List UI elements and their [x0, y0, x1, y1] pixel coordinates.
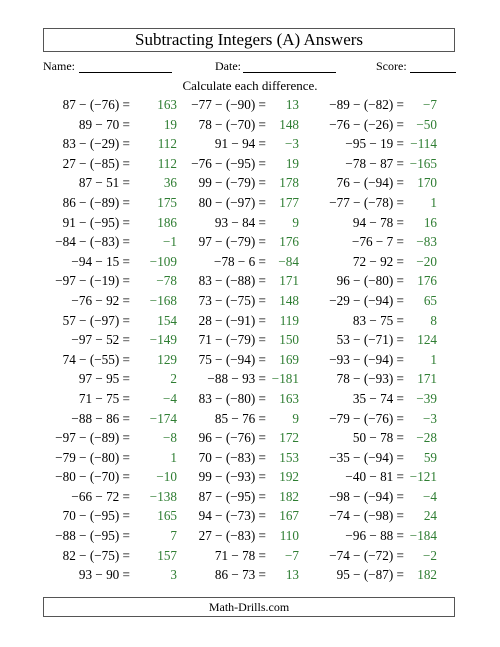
problem-row	[0, 565, 500, 585]
answer-value: −50	[416, 116, 437, 132]
problem-expression: 91 − (−95) =	[62, 214, 130, 230]
answer-value: 176	[417, 273, 437, 289]
problem-expression: −97 − (−19) =	[55, 273, 130, 289]
answer-value: 150	[279, 332, 299, 348]
answer-value: 110	[279, 528, 299, 544]
answer-value: 165	[157, 508, 177, 524]
problem-row	[0, 154, 500, 174]
problem-expression: −97 − (−89) =	[55, 430, 130, 446]
problem-row	[0, 350, 500, 370]
problem-expression: −76 − 7 =	[352, 234, 404, 250]
problem-expression: 87 − 51 =	[78, 175, 130, 191]
problem-row	[0, 213, 500, 233]
problem-row	[0, 115, 500, 135]
answer-value: −7	[422, 97, 437, 112]
problem-expression: 94 − (−73) =	[198, 508, 266, 524]
problem-row	[0, 271, 500, 291]
problem-expression: 27 − (−83) =	[198, 528, 266, 544]
problem-expression: −97 − 52 =	[71, 332, 130, 348]
problem-expression: 86 − 73 =	[214, 567, 266, 583]
name-label: Name:	[43, 59, 75, 73]
problem-expression: −88 − 93 =	[207, 371, 266, 387]
answer-value: 3	[170, 567, 177, 583]
problem-expression: 99 − (−79) =	[198, 175, 266, 191]
answer-value: 169	[279, 351, 299, 367]
problem-expression: 86 − (−89) =	[62, 194, 130, 210]
problem-expression: 75 − (−94) =	[198, 351, 266, 367]
problem-expression: −89 − (−82) =	[329, 97, 404, 112]
problem-expression: −74 − (−72) =	[329, 547, 404, 563]
date-line	[243, 72, 336, 73]
answer-value: 1	[430, 194, 437, 210]
problem-expression: −94 − 15 =	[71, 253, 130, 269]
problem-expression: 73 − (−75) =	[198, 292, 266, 308]
problem-expression: −77 − (−78) =	[329, 194, 404, 210]
header-fields	[0, 59, 500, 79]
problem-row	[0, 95, 500, 115]
problem-expression: −74 − (−98) =	[329, 508, 404, 524]
problem-expression: 76 − (−94) =	[336, 175, 404, 191]
problem-expression: 83 − (−80) =	[198, 390, 266, 406]
answer-value: −121	[409, 469, 437, 485]
answer-value: 171	[417, 371, 437, 387]
instruction: Calculate each difference.	[182, 78, 318, 93]
answer-value: −84	[278, 253, 299, 269]
problem-expression: −76 − 92 =	[71, 292, 130, 308]
answer-value: −10	[156, 469, 177, 485]
score-line	[410, 72, 456, 73]
problem-expression: −88 − (−95) =	[55, 528, 130, 544]
problem-row	[0, 428, 500, 448]
problem-row	[0, 389, 500, 409]
answer-value: 178	[279, 175, 299, 191]
answer-value: 7	[170, 528, 177, 544]
answer-value: 148	[279, 116, 299, 132]
answer-value: 129	[157, 351, 177, 367]
answer-value: 171	[279, 273, 299, 289]
answer-value: 157	[157, 547, 177, 563]
problem-expression: 71 − (−79) =	[198, 332, 266, 348]
problem-expression: −78 − 87 =	[345, 155, 404, 171]
problem-row	[0, 369, 500, 389]
answer-value: −3	[284, 136, 299, 152]
problem-expression: 80 − (−97) =	[198, 194, 266, 210]
answer-value: −109	[149, 253, 177, 269]
problem-expression: 96 − (−76) =	[198, 430, 266, 446]
answer-value: 172	[279, 430, 299, 446]
problem-row	[0, 193, 500, 213]
problem-row	[0, 232, 500, 252]
problem-expression: 72 − 92 =	[352, 253, 404, 269]
answer-value: 170	[417, 175, 437, 191]
answer-value: 2	[170, 371, 177, 387]
problem-expression: 89 − 70 =	[78, 116, 130, 132]
problem-row	[0, 487, 500, 507]
problem-row	[0, 173, 500, 193]
answer-value: −165	[409, 155, 437, 171]
answer-value: −1	[162, 234, 177, 250]
answer-value: 8	[430, 312, 437, 328]
problem-expression: −40 − 81 =	[345, 469, 404, 485]
problem-expression: 99 − (−93) =	[198, 469, 266, 485]
problem-expression: 93 − 90 =	[78, 567, 130, 583]
problem-expression: 83 − 75 =	[352, 312, 404, 328]
answer-value: 182	[417, 567, 437, 583]
problem-expression: 96 − (−80) =	[336, 273, 404, 289]
answer-value: 19	[163, 116, 177, 132]
answer-value: 154	[157, 312, 177, 328]
problem-expression: −66 − 72 =	[71, 488, 130, 504]
problem-expression: 95 − (−87) =	[336, 567, 404, 583]
problem-expression: −88 − 86 =	[71, 410, 130, 426]
problem-row	[0, 526, 500, 546]
answer-value: 176	[279, 234, 299, 250]
answer-value: 13	[285, 97, 299, 112]
problem-row	[0, 252, 500, 272]
problem-expression: −79 − (−76) =	[329, 410, 404, 426]
problem-expression: 97 − 95 =	[78, 371, 130, 387]
problem-expression: −95 − 19 =	[345, 136, 404, 152]
problem-expression: 93 − 84 =	[214, 214, 266, 230]
answer-value: 36	[163, 175, 177, 191]
answer-value: 19	[285, 155, 299, 171]
answer-value: −2	[422, 547, 437, 563]
problem-row	[0, 409, 500, 429]
problem-expression: −77 − (−90) =	[191, 97, 266, 112]
problem-expression: 85 − 76 =	[214, 410, 266, 426]
answer-value: −181	[271, 371, 299, 387]
answer-value: −149	[149, 332, 177, 348]
problem-row	[0, 134, 500, 154]
problem-expression: 74 − (−55) =	[62, 351, 130, 367]
problem-expression: −78 − 6 =	[214, 253, 266, 269]
problem-expression: −79 − (−80) =	[55, 449, 130, 465]
answer-value: 163	[157, 97, 177, 112]
answer-value: −78	[156, 273, 177, 289]
answer-value: 186	[157, 214, 177, 230]
answer-value: −4	[422, 488, 437, 504]
answer-value: −168	[149, 292, 177, 308]
problem-expression: 87 − (−76) =	[62, 97, 130, 112]
problem-expression: 83 − (−29) =	[62, 136, 130, 152]
answer-value: −114	[410, 136, 437, 152]
problem-expression: 35 − 74 =	[352, 390, 404, 406]
problem-expression: 57 − (−97) =	[62, 312, 130, 328]
problem-row	[0, 311, 500, 331]
answer-value: −20	[416, 253, 437, 269]
problem-expression: 91 − 94 =	[214, 136, 266, 152]
problem-row	[0, 546, 500, 566]
problem-expression: −96 − 88 =	[345, 528, 404, 544]
answer-value: −39	[416, 390, 437, 406]
problem-row	[0, 506, 500, 526]
answer-value: −7	[284, 547, 299, 563]
name-line	[79, 72, 172, 73]
problem-expression: 78 − (−70) =	[198, 116, 266, 132]
problem-expression: 70 − (−95) =	[62, 508, 130, 524]
problem-row	[0, 448, 500, 468]
problem-expression: 97 − (−79) =	[198, 234, 266, 250]
problem-expression: −98 − (−94) =	[329, 488, 404, 504]
problem-expression: 82 − (−75) =	[62, 547, 130, 563]
answer-value: 153	[279, 449, 299, 465]
problem-expression: −76 − (−26) =	[329, 116, 404, 132]
answer-value: 112	[157, 155, 177, 171]
answer-value: 119	[279, 312, 299, 328]
answer-value: 148	[279, 292, 299, 308]
answer-value: 192	[279, 469, 299, 485]
answer-value: −8	[162, 430, 177, 446]
answer-value: −184	[409, 528, 437, 544]
answer-value: 167	[279, 508, 299, 524]
answer-value: 182	[279, 488, 299, 504]
problem-expression: −80 − (−70) =	[55, 469, 130, 485]
worksheet-title: Subtracting Integers (A) Answers	[43, 28, 455, 52]
answer-value: 175	[157, 194, 177, 210]
answer-value: 112	[157, 136, 177, 152]
problem-expression: 28 − (−91) =	[198, 312, 266, 328]
answer-value: −174	[149, 410, 177, 426]
problem-expression: 87 − (−95) =	[198, 488, 266, 504]
answer-value: 124	[417, 332, 437, 348]
answer-value: 1	[430, 351, 437, 367]
problem-expression: −84 − (−83) =	[55, 234, 130, 250]
footer: Math-Drills.com	[43, 597, 455, 617]
problem-grid	[0, 95, 500, 585]
problem-expression: 94 − 78 =	[352, 214, 404, 230]
problem-row	[0, 330, 500, 350]
answer-value: −4	[162, 390, 177, 406]
problem-row	[0, 291, 500, 311]
problem-expression: 27 − (−85) =	[62, 155, 130, 171]
problem-expression: 83 − (−88) =	[198, 273, 266, 289]
answer-value: −83	[416, 234, 437, 250]
answer-value: 13	[285, 567, 299, 583]
answer-value: 9	[292, 214, 299, 230]
date-label: Date:	[215, 59, 241, 73]
answer-value: 9	[292, 410, 299, 426]
problem-expression: 50 − 78 =	[352, 430, 404, 446]
problem-expression: 78 − (−93) =	[336, 371, 404, 387]
problem-expression: −35 − (−94) =	[329, 449, 404, 465]
answer-value: 59	[423, 449, 437, 465]
answer-value: 65	[423, 292, 437, 308]
problem-expression: −76 − (−95) =	[191, 155, 266, 171]
problem-expression: −29 − (−94) =	[329, 292, 404, 308]
answer-value: 1	[170, 449, 177, 465]
problem-expression: 70 − (−83) =	[198, 449, 266, 465]
problem-row	[0, 467, 500, 487]
answer-value: −138	[149, 488, 177, 504]
answer-value: −28	[416, 430, 437, 446]
answer-value: 16	[423, 214, 437, 230]
score-label: Score:	[376, 59, 407, 73]
problem-expression: 71 − 78 =	[214, 547, 266, 563]
answer-value: 177	[279, 194, 299, 210]
answer-value: 24	[423, 508, 437, 524]
answer-value: 163	[279, 390, 299, 406]
problem-expression: −93 − (−94) =	[329, 351, 404, 367]
problem-expression: 53 − (−71) =	[336, 332, 404, 348]
answer-value: −3	[422, 410, 437, 426]
problem-expression: 71 − 75 =	[78, 390, 130, 406]
